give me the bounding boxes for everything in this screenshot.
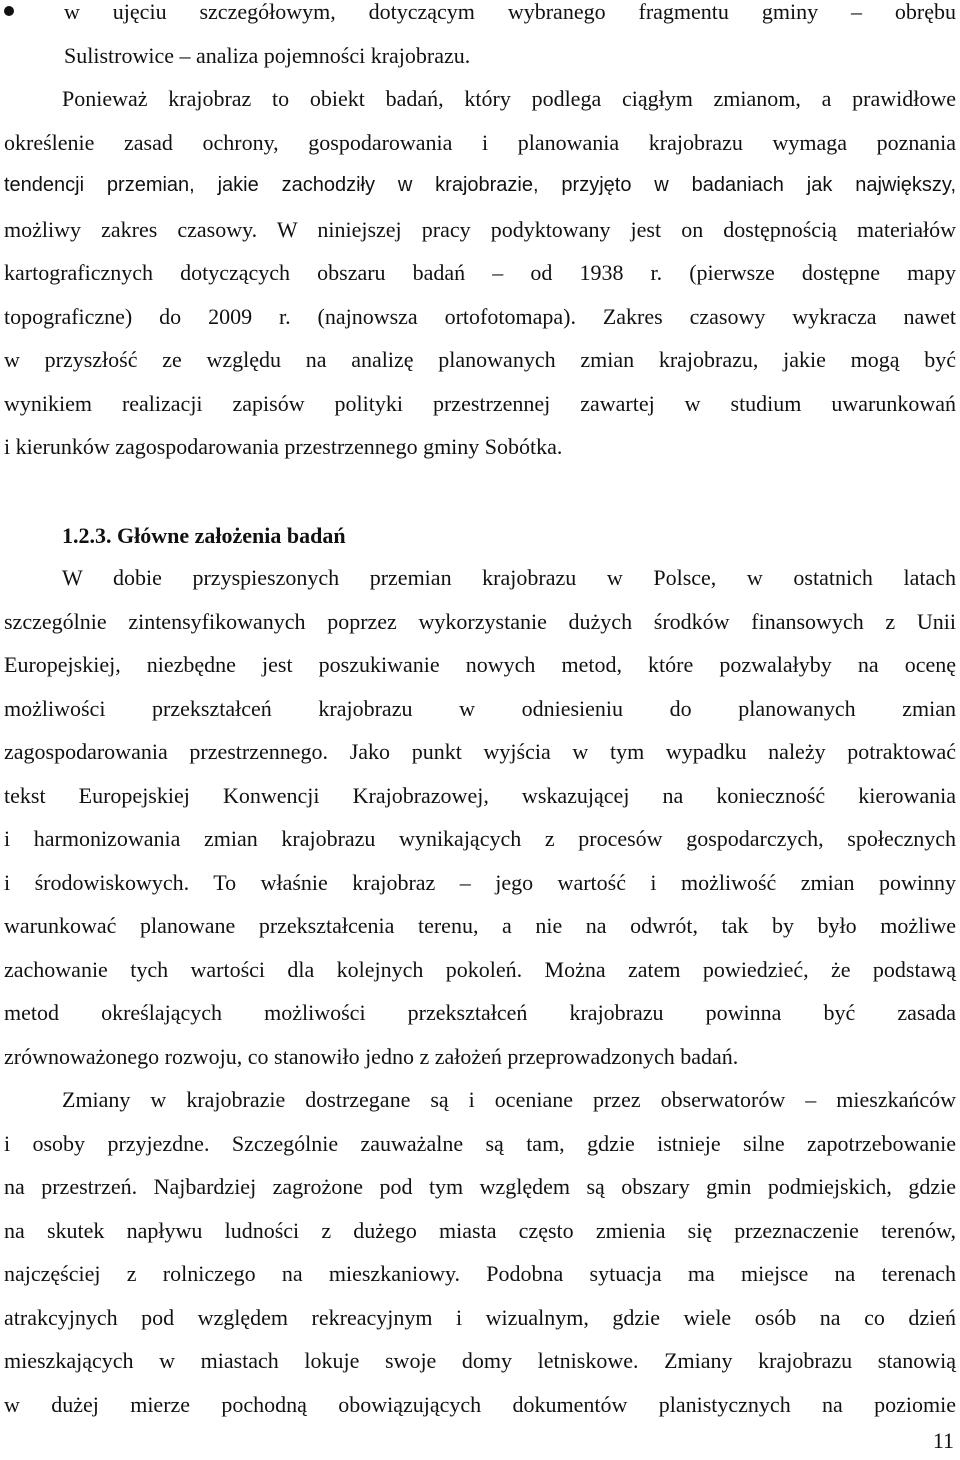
text-line: Zmiany w krajobrazie dostrzegane są i oceniane przez obserwatorów – mieszkańców	[62, 1087, 956, 1112]
text-line: metod określających możliwości przekształceń krajobrazu powinna być zasada	[4, 1000, 956, 1025]
text-line: na przestrzeń. Najbardziej zagrożone pod tym względem są obszary gmin podmiejskich, gdzie	[4, 1174, 956, 1199]
text-line: zrównoważonego rozwoju, co stanowiło jedno z założeń przeprowadzonych badań.	[4, 1043, 739, 1069]
text-line: mieszkających w miastach lokuje swoje domy letniskowe. Zmiany krajobrazu stanowią	[4, 1348, 956, 1373]
text-line: warunkować planowane przekształcenia terenu, a nie na odwrót, tak by było możliwe	[4, 913, 956, 938]
text-line: najczęściej z rolniczego na mieszkaniowy. Podobna sytuacja ma miejsce na terenach	[4, 1261, 956, 1286]
text-line: tendencji przemian, jakie zachodziły w krajobrazie, przyjęto w badaniach jak największy,	[4, 174, 956, 196]
section-heading: 1.2.3. Główne założenia badań	[62, 523, 346, 548]
text-line: i osoby przyjezdne. Szczególnie zauważalne są tam, gdzie istnieje silne zapotrzebowanie	[4, 1130, 956, 1156]
text-line: możliwy zakres czasowy. W niniejszej pracy podyktowany jest on dostępnością materiałów	[4, 216, 956, 242]
text-line: określenie zasad ochrony, gospodarowania i planowania krajobrazu wymaga poznania	[4, 129, 956, 155]
text-line: w dużej mierze pochodną obowiązujących dokumentów planistycznych na poziomie	[4, 1391, 956, 1417]
text-line: topograficzne) do 2009 r. (najnowsza ortofotomapa). Zakres czasowy wykracza nawet	[4, 303, 956, 329]
text-line: wynikiem realizacji zapisów polityki przestrzennej zawartej w studium uwarunkowań	[4, 390, 956, 416]
text-line: na skutek napływu ludności z dużego miasta często zmienia się przeznaczenie terenów,	[4, 1217, 956, 1243]
text-line: i harmonizowania zmian krajobrazu wynikających z procesów gospodarczych, społecznych	[4, 826, 956, 851]
text-line: W dobie przyspieszonych przemian krajobrazu w Polsce, w ostatnich latach	[62, 565, 956, 590]
text-line: atrakcyjnych pod względem rekreacyjnym i wizualnym, gdzie wiele osób na co dzień	[4, 1304, 956, 1330]
bullet-dot-icon	[4, 6, 14, 16]
text-line: i kierunków zagospodarowania przestrzennego gminy Sobótka.	[4, 434, 563, 459]
text-line: i środowiskowych. To właśnie krajobraz – jego wartość i możliwość zmian powinny	[4, 869, 956, 895]
text-line: w ujęciu szczegółowym, dotyczącym wybranego fragmentu gminy – obrębu	[64, 0, 956, 24]
text-line: Europejskiej, niezbędne jest poszukiwanie nowych metod, które pozwalałyby na ocenę	[4, 652, 956, 677]
text-line: tekst Europejskiej Konwencji Krajobrazowej, wskazującej na konieczność kierowania	[4, 782, 956, 808]
bullet-text	[64, 0, 956, 77]
paragraph-1	[4, 77, 956, 469]
text-line: zagospodarowania przestrzennego. Jako punkt wyjścia w tym wypadku należy potraktować	[4, 739, 956, 764]
paragraph-2	[4, 556, 956, 1078]
text-line: szczególnie zintensyfikowanych poprzez wykorzystanie dużych środków finansowych z Unii	[4, 608, 956, 634]
text-line: Ponieważ krajobraz to obiekt badań, który podlega ciągłym zmianom, a prawidłowe	[62, 86, 956, 111]
text-line: zachowanie tych wartości dla kolejnych pokoleń. Można zatem powiedzieć, że podstawą	[4, 956, 956, 982]
text-line: Sulistrowice – analiza pojemności krajobrazu.	[64, 42, 471, 68]
text-line: w przyszłość ze względu na analizę planowanych zmian krajobrazu, jakie mogą być	[4, 347, 956, 372]
text-line: kartograficznych dotyczących obszaru badań – od 1938 r. (pierwsze dostępne mapy	[4, 260, 956, 285]
page-number: 11	[932, 1428, 954, 1453]
paragraph-3	[4, 1078, 956, 1426]
text-line: możliwości przekształceń krajobrazu w odniesieniu do planowanych zmian	[4, 695, 956, 721]
